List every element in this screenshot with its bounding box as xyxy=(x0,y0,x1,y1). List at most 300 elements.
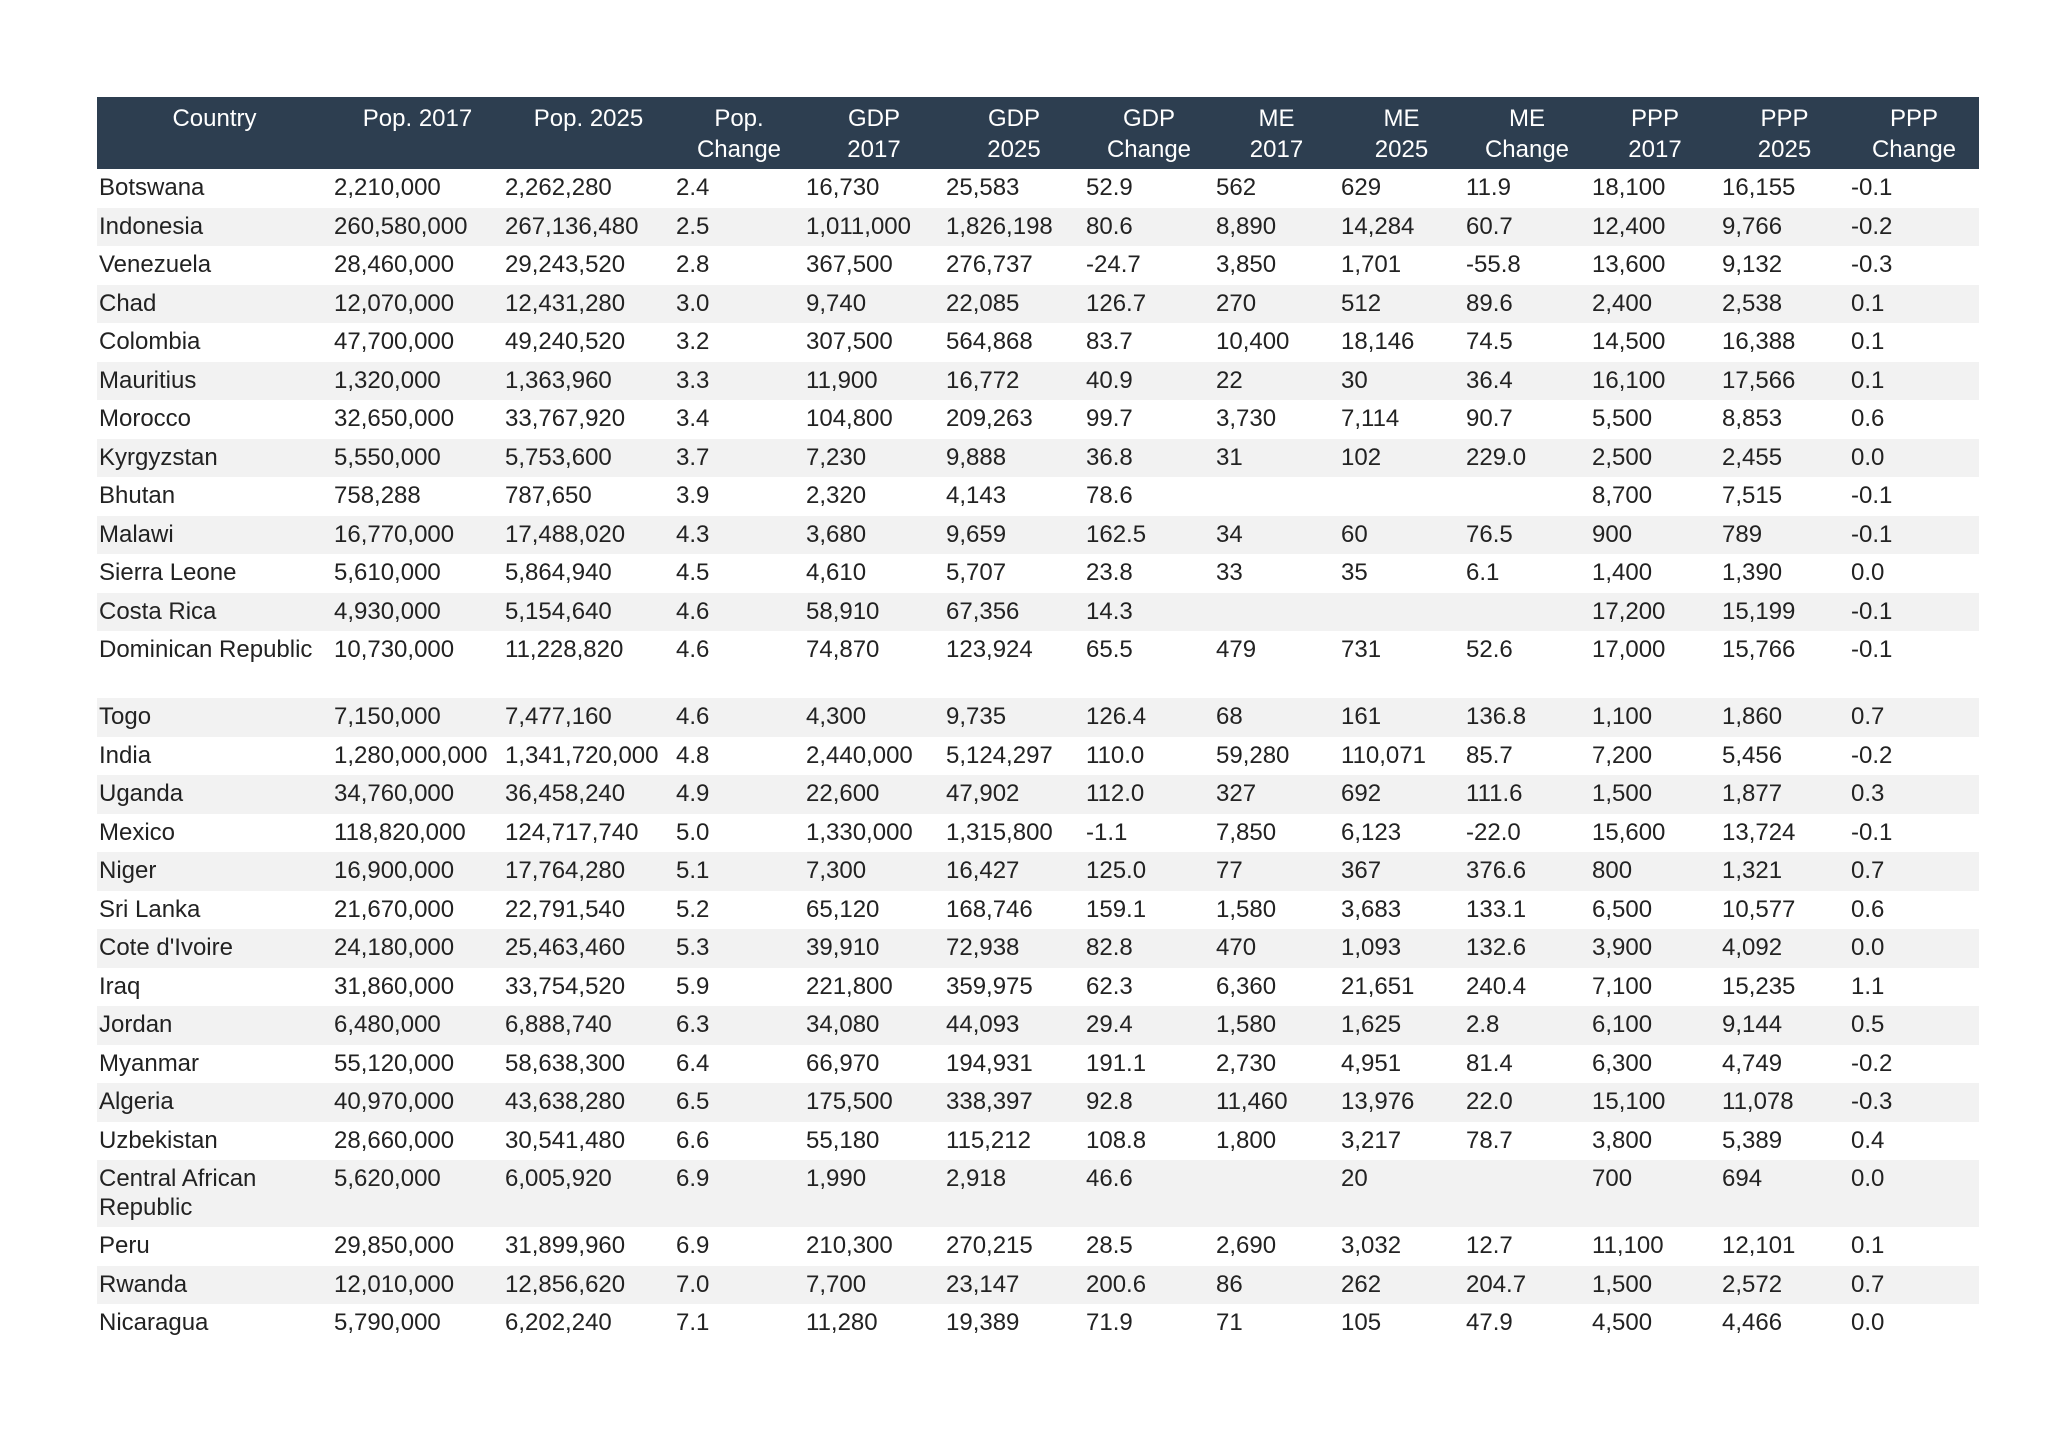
cell-gdp-2017: 104,800 xyxy=(804,400,944,439)
cell-gdp-2017: 175,500 xyxy=(804,1083,944,1122)
cell-gdp-2017: 65,120 xyxy=(804,891,944,930)
cell-pop-2025: 33,767,920 xyxy=(503,400,674,439)
cell-gdp-2025: 16,772 xyxy=(944,362,1084,401)
cell-pop-change: 3.0 xyxy=(674,285,804,324)
table-row xyxy=(97,554,1979,593)
table-header xyxy=(97,97,1979,169)
cell-me-2017: 1,800 xyxy=(1214,1122,1339,1161)
cell-ppp-2025: 17,566 xyxy=(1720,362,1849,401)
table-row xyxy=(97,439,1979,478)
cell-pop-change: 6.9 xyxy=(674,1160,804,1227)
cell-gdp-2017: 11,280 xyxy=(804,1304,944,1343)
cell-country: Morocco xyxy=(97,400,332,439)
cell-me-change: 6.1 xyxy=(1464,554,1590,593)
cell-me-change: 74.5 xyxy=(1464,323,1590,362)
cell-country: Chad xyxy=(97,285,332,324)
cell-me-2017: 479 xyxy=(1214,631,1339,698)
table-body xyxy=(97,169,1979,1343)
cell-ppp-2025: 5,389 xyxy=(1720,1122,1849,1161)
cell-me-change: 136.8 xyxy=(1464,698,1590,737)
cell-ppp-2017: 800 xyxy=(1590,852,1720,891)
cell-country: Algeria xyxy=(97,1083,332,1122)
cell-ppp-2025: 16,388 xyxy=(1720,323,1849,362)
cell-me-change xyxy=(1464,1160,1590,1227)
cell-country: Jordan xyxy=(97,1006,332,1045)
cell-pop-change: 2.8 xyxy=(674,246,804,285)
cell-ppp-2025: 9,132 xyxy=(1720,246,1849,285)
cell-ppp-change: 0.1 xyxy=(1849,362,1979,401)
cell-gdp-2025: 72,938 xyxy=(944,929,1084,968)
table-row xyxy=(97,362,1979,401)
cell-me-change: 78.7 xyxy=(1464,1122,1590,1161)
cell-me-change: 2.8 xyxy=(1464,1006,1590,1045)
cell-me-change: 36.4 xyxy=(1464,362,1590,401)
cell-gdp-change: 29.4 xyxy=(1084,1006,1214,1045)
cell-me-2025: 4,951 xyxy=(1339,1045,1464,1084)
cell-gdp-2025: 209,263 xyxy=(944,400,1084,439)
cell-pop-2017: 2,210,000 xyxy=(332,169,503,208)
cell-ppp-2025: 11,078 xyxy=(1720,1083,1849,1122)
cell-ppp-2025: 4,092 xyxy=(1720,929,1849,968)
cell-pop-change: 5.3 xyxy=(674,929,804,968)
cell-pop-change: 4.3 xyxy=(674,516,804,555)
cell-ppp-2017: 1,100 xyxy=(1590,698,1720,737)
header-row xyxy=(97,97,1979,169)
cell-gdp-change: 62.3 xyxy=(1084,968,1214,1007)
cell-pop-2025: 12,431,280 xyxy=(503,285,674,324)
cell-gdp-change: 162.5 xyxy=(1084,516,1214,555)
cell-me-2017: 31 xyxy=(1214,439,1339,478)
cell-me-2017: 270 xyxy=(1214,285,1339,324)
cell-pop-change: 4.6 xyxy=(674,593,804,632)
cell-ppp-2025: 2,455 xyxy=(1720,439,1849,478)
cell-me-2025: 30 xyxy=(1339,362,1464,401)
table-row xyxy=(97,285,1979,324)
cell-me-2017 xyxy=(1214,593,1339,632)
cell-me-change: 85.7 xyxy=(1464,737,1590,776)
column-header-ppp-2025: PPP 2025 xyxy=(1720,97,1849,169)
cell-pop-2025: 25,463,460 xyxy=(503,929,674,968)
cell-me-2017: 59,280 xyxy=(1214,737,1339,776)
table-row xyxy=(97,631,1979,698)
cell-gdp-2025: 23,147 xyxy=(944,1266,1084,1305)
column-header-ppp-change: PPP Change xyxy=(1849,97,1979,169)
cell-me-change: 11.9 xyxy=(1464,169,1590,208)
cell-me-2025: 1,093 xyxy=(1339,929,1464,968)
cell-pop-2025: 6,005,920 xyxy=(503,1160,674,1227)
cell-pop-2017: 6,480,000 xyxy=(332,1006,503,1045)
cell-ppp-2017: 8,700 xyxy=(1590,477,1720,516)
cell-gdp-change: 52.9 xyxy=(1084,169,1214,208)
cell-gdp-change: 191.1 xyxy=(1084,1045,1214,1084)
cell-ppp-2025: 2,572 xyxy=(1720,1266,1849,1305)
cell-me-2025: 1,625 xyxy=(1339,1006,1464,1045)
cell-me-2017: 3,730 xyxy=(1214,400,1339,439)
table-row xyxy=(97,1304,1979,1343)
cell-me-change: 52.6 xyxy=(1464,631,1590,698)
cell-ppp-2025: 9,144 xyxy=(1720,1006,1849,1045)
cell-gdp-change: -1.1 xyxy=(1084,814,1214,853)
cell-pop-2017: 24,180,000 xyxy=(332,929,503,968)
cell-ppp-2017: 7,200 xyxy=(1590,737,1720,776)
cell-pop-change: 7.0 xyxy=(674,1266,804,1305)
cell-pop-2017: 12,010,000 xyxy=(332,1266,503,1305)
cell-gdp-2017: 4,300 xyxy=(804,698,944,737)
cell-pop-2025: 30,541,480 xyxy=(503,1122,674,1161)
cell-me-change: -55.8 xyxy=(1464,246,1590,285)
cell-gdp-2025: 16,427 xyxy=(944,852,1084,891)
cell-gdp-2025: 338,397 xyxy=(944,1083,1084,1122)
cell-gdp-2025: 19,389 xyxy=(944,1304,1084,1343)
cell-ppp-2017: 4,500 xyxy=(1590,1304,1720,1343)
cell-country: Sierra Leone xyxy=(97,554,332,593)
cell-pop-2017: 34,760,000 xyxy=(332,775,503,814)
cell-gdp-2025: 276,737 xyxy=(944,246,1084,285)
cell-gdp-change: 65.5 xyxy=(1084,631,1214,698)
cell-gdp-change: 126.7 xyxy=(1084,285,1214,324)
cell-country: Iraq xyxy=(97,968,332,1007)
cell-pop-2025: 2,262,280 xyxy=(503,169,674,208)
cell-ppp-2025: 5,456 xyxy=(1720,737,1849,776)
cell-ppp-2017: 11,100 xyxy=(1590,1227,1720,1266)
cell-ppp-2017: 2,400 xyxy=(1590,285,1720,324)
cell-country: Nicaragua xyxy=(97,1304,332,1343)
cell-gdp-change: 108.8 xyxy=(1084,1122,1214,1161)
cell-pop-2025: 1,341,720,000 xyxy=(503,737,674,776)
cell-me-2017: 7,850 xyxy=(1214,814,1339,853)
cell-pop-2025: 31,899,960 xyxy=(503,1227,674,1266)
cell-gdp-2017: 11,900 xyxy=(804,362,944,401)
cell-me-2025: 102 xyxy=(1339,439,1464,478)
table-row xyxy=(97,814,1979,853)
cell-pop-2017: 7,150,000 xyxy=(332,698,503,737)
cell-pop-2017: 118,820,000 xyxy=(332,814,503,853)
cell-pop-change: 6.3 xyxy=(674,1006,804,1045)
cell-pop-2017: 31,860,000 xyxy=(332,968,503,1007)
cell-gdp-2025: 22,085 xyxy=(944,285,1084,324)
cell-me-2025: 7,114 xyxy=(1339,400,1464,439)
cell-pop-change: 3.2 xyxy=(674,323,804,362)
cell-pop-2025: 5,154,640 xyxy=(503,593,674,632)
table-row xyxy=(97,737,1979,776)
cell-gdp-2025: 67,356 xyxy=(944,593,1084,632)
cell-country: India xyxy=(97,737,332,776)
cell-pop-2025: 29,243,520 xyxy=(503,246,674,285)
table-row xyxy=(97,246,1979,285)
cell-me-change: 47.9 xyxy=(1464,1304,1590,1343)
cell-ppp-2017: 16,100 xyxy=(1590,362,1720,401)
cell-me-2025: 14,284 xyxy=(1339,208,1464,247)
table-row xyxy=(97,400,1979,439)
cell-me-2017: 22 xyxy=(1214,362,1339,401)
cell-me-2025 xyxy=(1339,477,1464,516)
cell-ppp-2017: 6,100 xyxy=(1590,1006,1720,1045)
table-row xyxy=(97,593,1979,632)
cell-pop-change: 3.7 xyxy=(674,439,804,478)
cell-ppp-2017: 17,200 xyxy=(1590,593,1720,632)
cell-me-change xyxy=(1464,477,1590,516)
cell-me-2017: 77 xyxy=(1214,852,1339,891)
cell-gdp-2025: 9,888 xyxy=(944,439,1084,478)
cell-me-2025: 110,071 xyxy=(1339,737,1464,776)
cell-me-2017 xyxy=(1214,1160,1339,1227)
cell-gdp-2025: 9,735 xyxy=(944,698,1084,737)
cell-country: Mauritius xyxy=(97,362,332,401)
table-row xyxy=(97,516,1979,555)
cell-ppp-change: -0.2 xyxy=(1849,737,1979,776)
cell-gdp-2017: 16,730 xyxy=(804,169,944,208)
cell-ppp-2017: 14,500 xyxy=(1590,323,1720,362)
cell-ppp-2017: 1,500 xyxy=(1590,775,1720,814)
cell-pop-change: 7.1 xyxy=(674,1304,804,1343)
cell-country: Cote d'Ivoire xyxy=(97,929,332,968)
cell-ppp-change: 0.0 xyxy=(1849,1160,1979,1227)
table-row xyxy=(97,852,1979,891)
cell-me-change: 76.5 xyxy=(1464,516,1590,555)
cell-ppp-2025: 15,766 xyxy=(1720,631,1849,698)
cell-me-2017: 86 xyxy=(1214,1266,1339,1305)
table-row xyxy=(97,968,1979,1007)
cell-me-2025: 13,976 xyxy=(1339,1083,1464,1122)
cell-country: Mexico xyxy=(97,814,332,853)
cell-ppp-2025: 7,515 xyxy=(1720,477,1849,516)
cell-pop-2025: 6,202,240 xyxy=(503,1304,674,1343)
cell-me-change: 81.4 xyxy=(1464,1045,1590,1084)
cell-gdp-2025: 2,918 xyxy=(944,1160,1084,1227)
cell-me-2017: 2,690 xyxy=(1214,1227,1339,1266)
cell-pop-change: 4.8 xyxy=(674,737,804,776)
cell-me-2025: 512 xyxy=(1339,285,1464,324)
cell-me-change: 133.1 xyxy=(1464,891,1590,930)
cell-gdp-change: 125.0 xyxy=(1084,852,1214,891)
cell-pop-2017: 5,790,000 xyxy=(332,1304,503,1343)
cell-ppp-change: -0.1 xyxy=(1849,169,1979,208)
cell-me-2025: 731 xyxy=(1339,631,1464,698)
cell-gdp-2017: 22,600 xyxy=(804,775,944,814)
cell-pop-2025: 5,864,940 xyxy=(503,554,674,593)
cell-me-2017: 1,580 xyxy=(1214,891,1339,930)
cell-gdp-change: 23.8 xyxy=(1084,554,1214,593)
cell-me-change: 89.6 xyxy=(1464,285,1590,324)
cell-country: Niger xyxy=(97,852,332,891)
cell-ppp-2025: 10,577 xyxy=(1720,891,1849,930)
cell-ppp-change: 0.0 xyxy=(1849,929,1979,968)
cell-gdp-change: 71.9 xyxy=(1084,1304,1214,1343)
cell-pop-2017: 5,550,000 xyxy=(332,439,503,478)
cell-ppp-change: 0.1 xyxy=(1849,1227,1979,1266)
cell-ppp-2017: 12,400 xyxy=(1590,208,1720,247)
cell-ppp-2025: 4,466 xyxy=(1720,1304,1849,1343)
cell-pop-2025: 58,638,300 xyxy=(503,1045,674,1084)
cell-me-2017: 470 xyxy=(1214,929,1339,968)
cell-gdp-2025: 123,924 xyxy=(944,631,1084,698)
cell-ppp-2025: 12,101 xyxy=(1720,1227,1849,1266)
cell-ppp-change: 0.7 xyxy=(1849,852,1979,891)
cell-ppp-2017: 900 xyxy=(1590,516,1720,555)
cell-ppp-change: -0.2 xyxy=(1849,1045,1979,1084)
cell-gdp-2025: 1,315,800 xyxy=(944,814,1084,853)
table-row xyxy=(97,1122,1979,1161)
cell-country: Indonesia xyxy=(97,208,332,247)
cell-pop-2017: 12,070,000 xyxy=(332,285,503,324)
cell-gdp-2025: 115,212 xyxy=(944,1122,1084,1161)
cell-ppp-2025: 8,853 xyxy=(1720,400,1849,439)
cell-gdp-2017: 7,230 xyxy=(804,439,944,478)
cell-ppp-2025: 15,199 xyxy=(1720,593,1849,632)
cell-me-change: -22.0 xyxy=(1464,814,1590,853)
cell-me-2017 xyxy=(1214,477,1339,516)
cell-ppp-2017: 17,000 xyxy=(1590,631,1720,698)
cell-pop-2017: 5,610,000 xyxy=(332,554,503,593)
cell-pop-change: 5.9 xyxy=(674,968,804,1007)
column-header-ppp-2017: PPP 2017 xyxy=(1590,97,1720,169)
table-row xyxy=(97,1045,1979,1084)
cell-pop-2025: 33,754,520 xyxy=(503,968,674,1007)
cell-pop-2025: 36,458,240 xyxy=(503,775,674,814)
cell-ppp-2017: 6,500 xyxy=(1590,891,1720,930)
cell-ppp-2017: 7,100 xyxy=(1590,968,1720,1007)
cell-ppp-change: 0.5 xyxy=(1849,1006,1979,1045)
cell-gdp-2017: 210,300 xyxy=(804,1227,944,1266)
cell-ppp-change: -0.3 xyxy=(1849,1083,1979,1122)
cell-me-2017: 34 xyxy=(1214,516,1339,555)
cell-ppp-2025: 4,749 xyxy=(1720,1045,1849,1084)
cell-me-2025: 21,651 xyxy=(1339,968,1464,1007)
cell-pop-change: 6.5 xyxy=(674,1083,804,1122)
table-row xyxy=(97,1006,1979,1045)
cell-country: Dominican Republic xyxy=(97,631,332,698)
cell-pop-2025: 267,136,480 xyxy=(503,208,674,247)
cell-gdp-2017: 9,740 xyxy=(804,285,944,324)
cell-gdp-2025: 1,826,198 xyxy=(944,208,1084,247)
cell-country: Colombia xyxy=(97,323,332,362)
cell-pop-2025: 12,856,620 xyxy=(503,1266,674,1305)
cell-pop-2025: 17,488,020 xyxy=(503,516,674,555)
cell-ppp-2017: 2,500 xyxy=(1590,439,1720,478)
cell-gdp-change: 99.7 xyxy=(1084,400,1214,439)
cell-ppp-change: 0.4 xyxy=(1849,1122,1979,1161)
cell-pop-2017: 21,670,000 xyxy=(332,891,503,930)
table-row xyxy=(97,698,1979,737)
cell-gdp-2017: 221,800 xyxy=(804,968,944,1007)
cell-pop-2017: 55,120,000 xyxy=(332,1045,503,1084)
cell-me-2025: 262 xyxy=(1339,1266,1464,1305)
cell-pop-2017: 260,580,000 xyxy=(332,208,503,247)
cell-pop-change: 5.0 xyxy=(674,814,804,853)
cell-ppp-2017: 6,300 xyxy=(1590,1045,1720,1084)
cell-me-2025: 105 xyxy=(1339,1304,1464,1343)
cell-ppp-2025: 16,155 xyxy=(1720,169,1849,208)
cell-gdp-2025: 564,868 xyxy=(944,323,1084,362)
cell-gdp-2017: 34,080 xyxy=(804,1006,944,1045)
cell-gdp-2025: 168,746 xyxy=(944,891,1084,930)
cell-ppp-change: -0.3 xyxy=(1849,246,1979,285)
cell-ppp-2025: 13,724 xyxy=(1720,814,1849,853)
cell-me-2017: 11,460 xyxy=(1214,1083,1339,1122)
cell-me-change: 229.0 xyxy=(1464,439,1590,478)
cell-gdp-2017: 58,910 xyxy=(804,593,944,632)
cell-me-2017: 562 xyxy=(1214,169,1339,208)
cell-pop-change: 6.9 xyxy=(674,1227,804,1266)
cell-ppp-2025: 2,538 xyxy=(1720,285,1849,324)
table-row xyxy=(97,929,1979,968)
cell-pop-change: 4.5 xyxy=(674,554,804,593)
country-statistics-table xyxy=(97,97,1979,1343)
cell-me-2025: 35 xyxy=(1339,554,1464,593)
cell-ppp-2025: 9,766 xyxy=(1720,208,1849,247)
cell-pop-change: 2.5 xyxy=(674,208,804,247)
cell-me-2025: 629 xyxy=(1339,169,1464,208)
cell-pop-2017: 1,320,000 xyxy=(332,362,503,401)
cell-gdp-2017: 307,500 xyxy=(804,323,944,362)
cell-pop-2025: 43,638,280 xyxy=(503,1083,674,1122)
cell-gdp-2017: 1,330,000 xyxy=(804,814,944,853)
table-row xyxy=(97,1083,1979,1122)
cell-gdp-change: 78.6 xyxy=(1084,477,1214,516)
table-row xyxy=(97,1266,1979,1305)
cell-country: Kyrgyzstan xyxy=(97,439,332,478)
cell-gdp-change: 40.9 xyxy=(1084,362,1214,401)
cell-pop-2025: 7,477,160 xyxy=(503,698,674,737)
cell-gdp-2025: 270,215 xyxy=(944,1227,1084,1266)
cell-country: Uganda xyxy=(97,775,332,814)
cell-ppp-2025: 694 xyxy=(1720,1160,1849,1227)
cell-gdp-2017: 1,011,000 xyxy=(804,208,944,247)
cell-gdp-2017: 2,320 xyxy=(804,477,944,516)
cell-gdp-2017: 2,440,000 xyxy=(804,737,944,776)
column-header-me-2025: ME 2025 xyxy=(1339,97,1464,169)
cell-me-2025: 367 xyxy=(1339,852,1464,891)
cell-ppp-change: 0.7 xyxy=(1849,1266,1979,1305)
cell-ppp-2025: 1,877 xyxy=(1720,775,1849,814)
cell-me-2025: 20 xyxy=(1339,1160,1464,1227)
cell-pop-2025: 787,650 xyxy=(503,477,674,516)
cell-me-2025: 3,217 xyxy=(1339,1122,1464,1161)
cell-me-change: 12.7 xyxy=(1464,1227,1590,1266)
cell-pop-change: 6.6 xyxy=(674,1122,804,1161)
cell-me-change: 204.7 xyxy=(1464,1266,1590,1305)
cell-ppp-2017: 18,100 xyxy=(1590,169,1720,208)
cell-gdp-change: 83.7 xyxy=(1084,323,1214,362)
cell-gdp-change: 36.8 xyxy=(1084,439,1214,478)
column-header-gdp-change: GDP Change xyxy=(1084,97,1214,169)
cell-me-change xyxy=(1464,593,1590,632)
cell-pop-change: 5.2 xyxy=(674,891,804,930)
table-row xyxy=(97,891,1979,930)
cell-gdp-change: 28.5 xyxy=(1084,1227,1214,1266)
table-row xyxy=(97,208,1979,247)
cell-gdp-change: 46.6 xyxy=(1084,1160,1214,1227)
cell-ppp-2017: 3,800 xyxy=(1590,1122,1720,1161)
table-row xyxy=(97,775,1979,814)
cell-ppp-2017: 1,400 xyxy=(1590,554,1720,593)
cell-ppp-change: 0.7 xyxy=(1849,698,1979,737)
cell-ppp-2025: 1,390 xyxy=(1720,554,1849,593)
cell-me-2017: 6,360 xyxy=(1214,968,1339,1007)
cell-pop-2017: 16,900,000 xyxy=(332,852,503,891)
cell-country: Botswana xyxy=(97,169,332,208)
cell-gdp-change: 92.8 xyxy=(1084,1083,1214,1122)
cell-me-2017: 33 xyxy=(1214,554,1339,593)
cell-ppp-2017: 5,500 xyxy=(1590,400,1720,439)
cell-country: Central African Republic xyxy=(97,1160,332,1227)
cell-ppp-2017: 700 xyxy=(1590,1160,1720,1227)
cell-country: Rwanda xyxy=(97,1266,332,1305)
table-row xyxy=(97,323,1979,362)
table-row xyxy=(97,477,1979,516)
cell-pop-2017: 16,770,000 xyxy=(332,516,503,555)
cell-pop-2017: 28,460,000 xyxy=(332,246,503,285)
